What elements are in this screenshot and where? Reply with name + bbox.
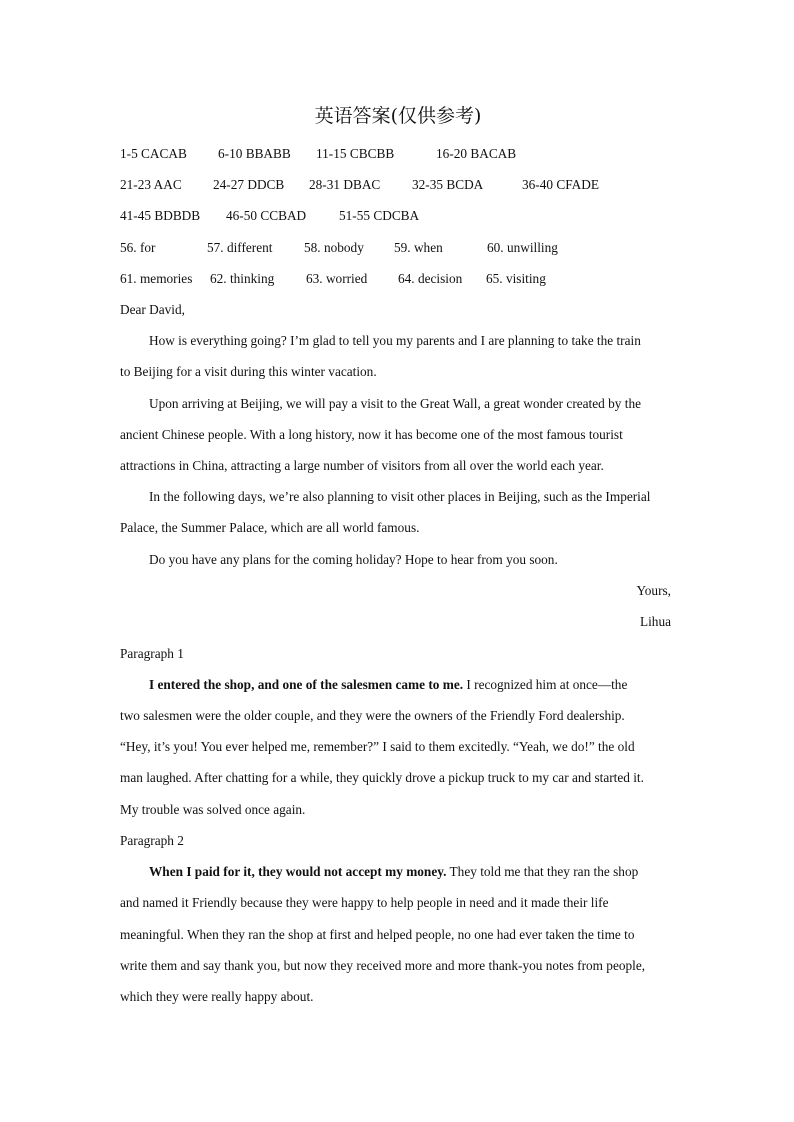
letter-closing: Yours, (636, 583, 671, 598)
paragraph2-lead-line (120, 863, 638, 881)
paragraph1-line: “Hey, it’s you! You ever helped me, remember?” I said to them excitedly. “Yeah, we do!” the old (120, 739, 635, 754)
answer-item: 32-35 BCDA (412, 177, 484, 192)
answer-item: 59. when (394, 240, 443, 255)
answer-item: 6-10 BBABB (218, 146, 291, 161)
answer-item: 1-5 CACAB (120, 146, 187, 161)
answer-item: 24-27 DDCB (213, 177, 285, 192)
letter-line: How is everything going? I’m glad to tell you my parents and I are planning to take the train (149, 333, 641, 348)
paragraph2-line: which they were really happy about. (120, 989, 314, 1004)
answer-row-2 (120, 176, 676, 194)
paragraph1-lead-rest: I recognized him at once—the (463, 677, 628, 692)
answer-item: 63. worried (306, 271, 368, 286)
letter-greeting: Dear David, (120, 302, 185, 317)
letter-line: In the following days, we’re also planning to visit other places in Beijing, such as the Imperial (149, 489, 651, 504)
paragraph2-lead: When I paid for it, they would not accept my money. (149, 864, 447, 879)
page-title: 英语答案(仅供参考) (314, 105, 482, 127)
answer-item: 58. nobody (304, 240, 364, 255)
answer-item: 46-50 CCBAD (226, 208, 307, 223)
answer-item: 56. for (120, 240, 156, 255)
answer-item: 11-15 CBCBB (316, 146, 395, 161)
answer-row-4 (120, 239, 676, 257)
paragraph2-line: write them and say thank you, but now they received more and more thank-you notes from people, (120, 958, 646, 973)
answer-item: 16-20 BACAB (436, 146, 517, 161)
paragraph1-lead: I entered the shop, and one of the salesmen came to me. (149, 677, 464, 692)
answer-item: 60. unwilling (487, 240, 558, 255)
answer-item: 28-31 DBAC (309, 177, 381, 192)
paragraph1-line: man laughed. After chatting for a while, they quickly drove a pickup truck to my car and started it. (120, 770, 644, 785)
answer-item: 62. thinking (210, 271, 275, 286)
answer-item: 51-55 CDCBA (339, 208, 420, 223)
paragraph2-line: meaningful. When they ran the shop at first and helped people, no one had ever taken the time to (120, 927, 635, 942)
answer-item: 61. memories (120, 271, 193, 286)
answer-item: 21-23 AAC (120, 177, 182, 192)
answer-row-1 (120, 145, 676, 163)
letter-signature: Lihua (639, 614, 671, 629)
letter-line: Palace, the Summer Palace, which are all world famous. (120, 520, 420, 535)
paragraph2-lead-rest: They told me that they ran the shop (446, 864, 639, 879)
answer-item: 64. decision (398, 271, 463, 286)
answer-item: 65. visiting (486, 271, 546, 286)
paragraph1-lead-line (120, 676, 627, 694)
answer-row-5 (120, 270, 676, 288)
answer-item: 57. different (207, 240, 273, 255)
letter-line: to Beijing for a visit during this winter vacation. (120, 364, 377, 379)
paragraph2-line: and named it Friendly because they were happy to help people in need and it made their life (120, 895, 609, 910)
answer-row-3 (120, 207, 676, 225)
answer-item: 41-45 BDBDB (120, 208, 201, 223)
letter-line: Upon arriving at Beijing, we will pay a visit to the Great Wall, a great wonder created by the (149, 396, 641, 411)
paragraph1-heading: Paragraph 1 (120, 646, 184, 661)
paragraph1-line: My trouble was solved once again. (120, 802, 306, 817)
paragraph2-heading: Paragraph 2 (120, 833, 184, 848)
letter-line: ancient Chinese people. With a long history, now it has become one of the most famous tourist (120, 427, 623, 442)
paragraph1-line: two salesmen were the older couple, and they were the owners of the Friendly Ford dealership. (120, 708, 625, 723)
answer-item: 36-40 CFADE (522, 177, 599, 192)
letter-line: attractions in China, attracting a large number of visitors from all over the world each year. (120, 458, 604, 473)
letter-line: Do you have any plans for the coming holiday? Hope to hear from you soon. (149, 552, 558, 567)
